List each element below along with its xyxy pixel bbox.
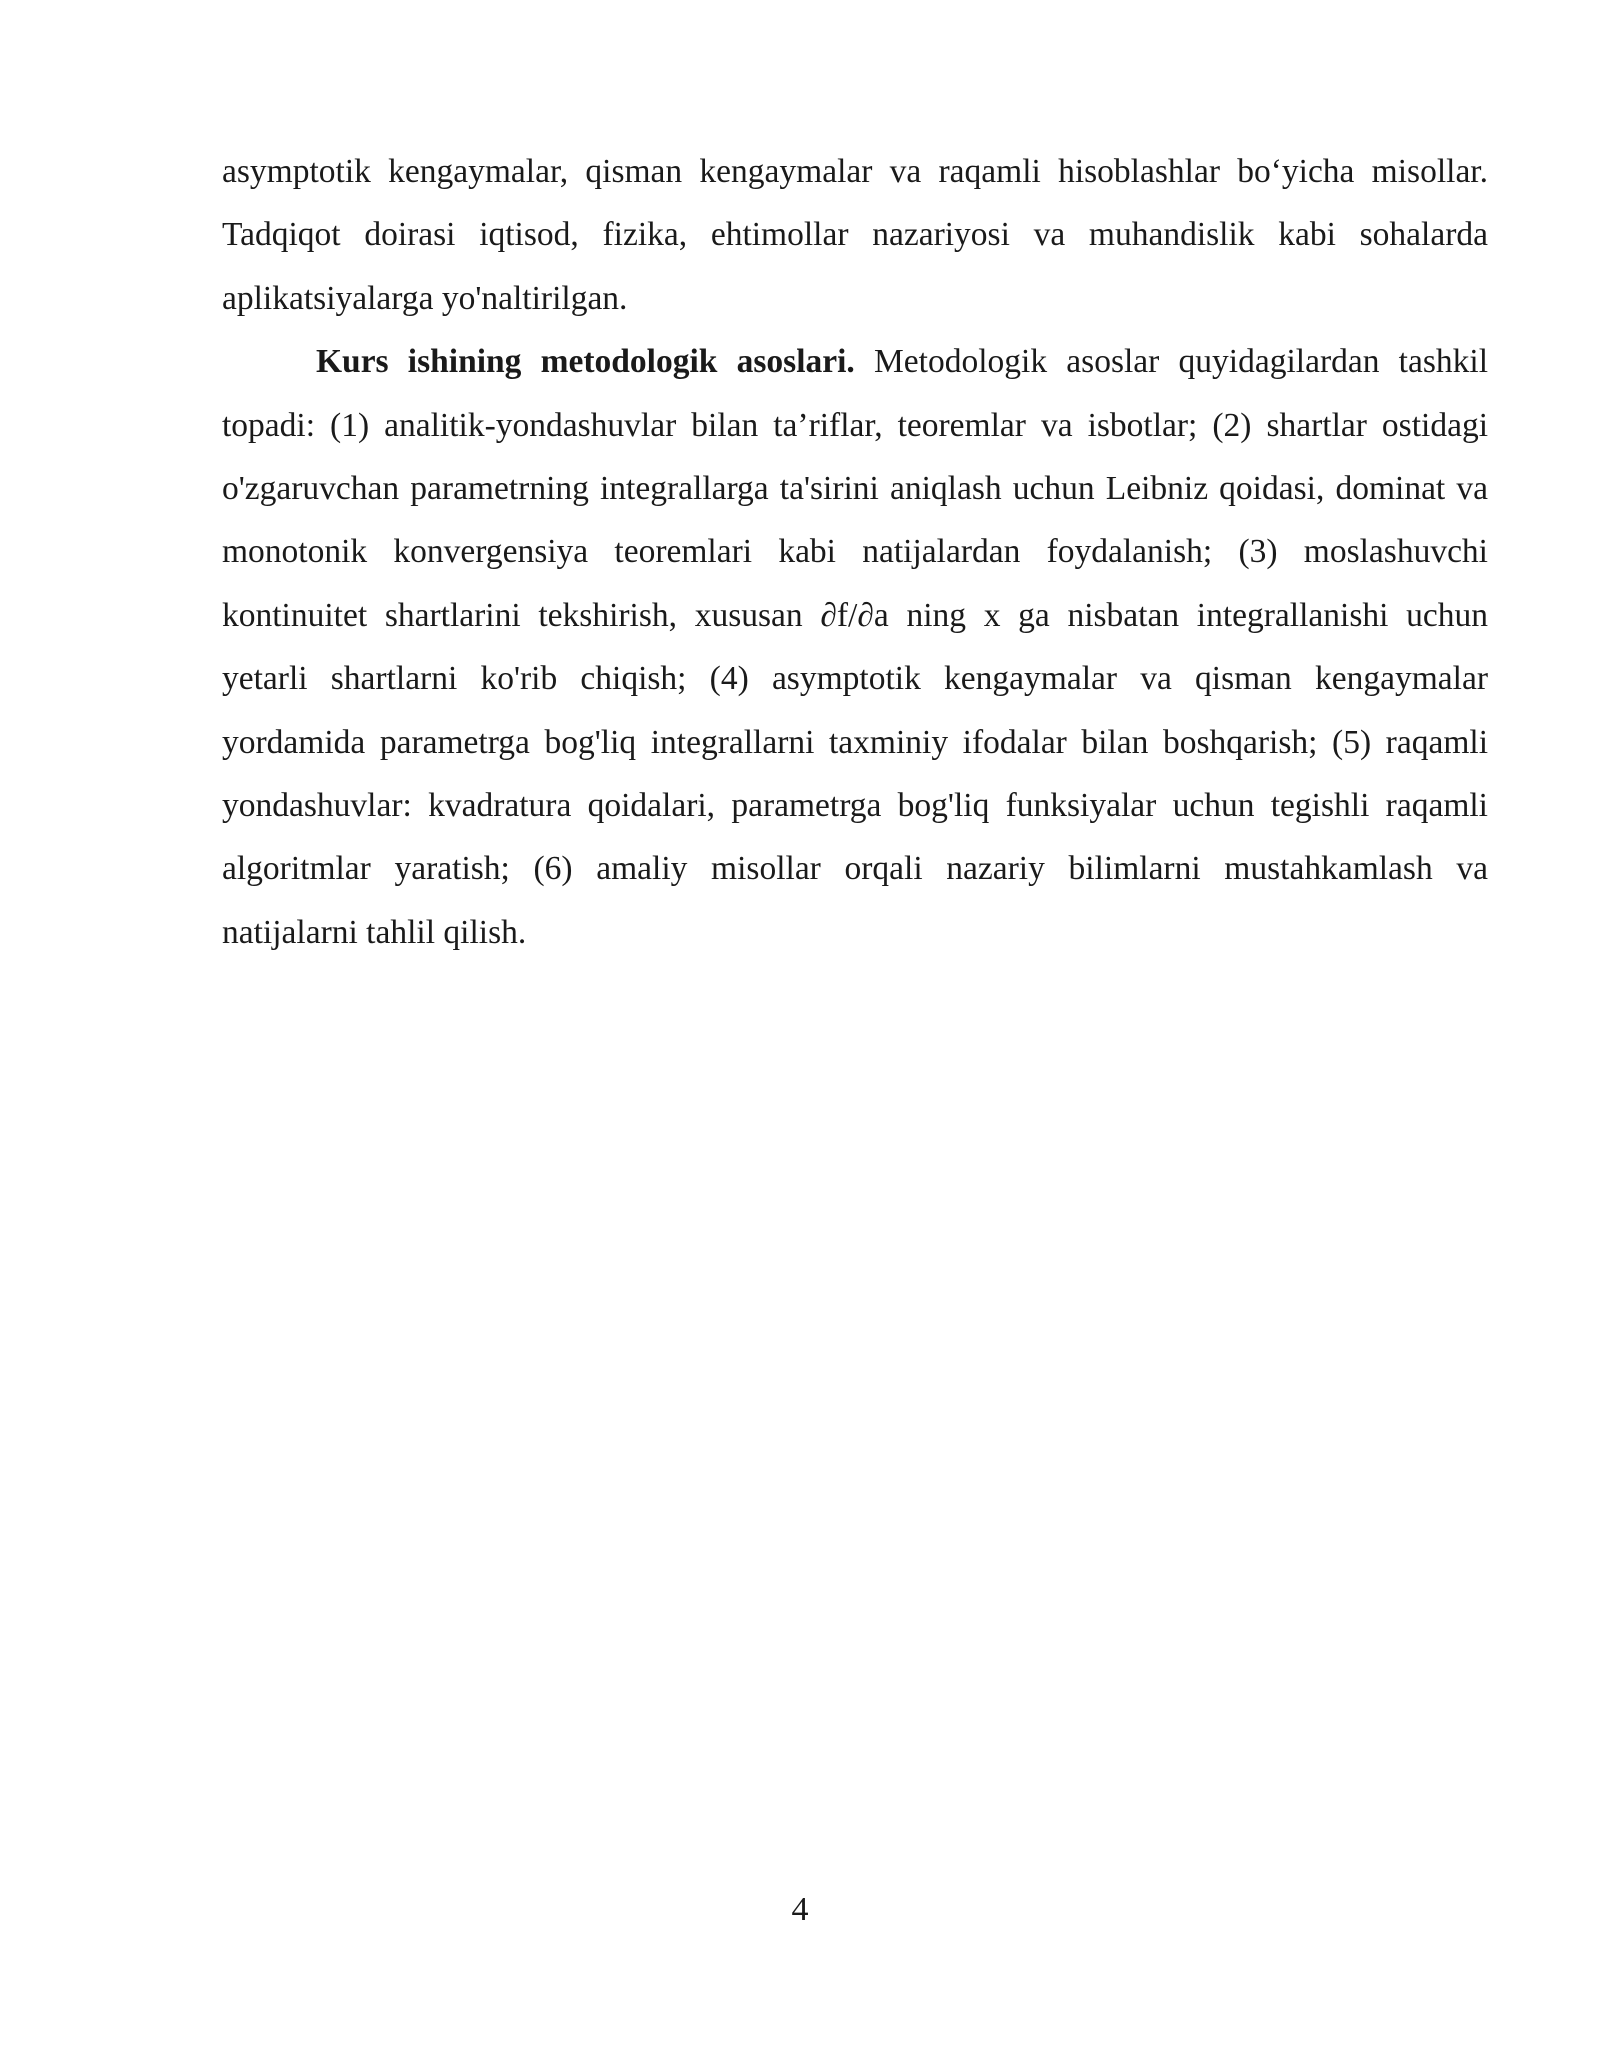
paragraph-continuation: asymptotik kengaymalar, qisman kengaymalar va raqamli hisoblashlar bo‘yicha misollar. Tadqiqot doirasi iqtisod, fizika, ehtimollar nazariyosi va muhandislik kabi sohalarda aplikatsiyalarga yo'naltirilgan. (222, 153, 1488, 317)
paragraph-heading: Kurs ishining metodologik asoslari. (316, 343, 855, 381)
body-text (222, 140, 1488, 964)
page-number: 4 (791, 1891, 809, 1928)
paragraph-body: Metodologik asoslar quyidagilardan tashkil topadi: (1) analitik-yondashuvlar bilan ta’riflar, teoremlar va isbotlar; (2) shartlar ostidagi o'zgaruvchan parametrning integrallarga ta'sirini aniqlash uchun Leibniz qoidasi, dominat va monotonik konvergensiya teoremlari kabi natijalardan foydalanish; (3) moslashuvchi kontinuitet shartlarini tekshirish, xususan ∂f/∂a ning x ga nisbatan integrallanishi uchun yetarli shartlarni ko'rib chiqish; (4) asymptotik kengaymalar va qisman kengaymalar yordamida parametrga bog'liq integrallarni taxminiy ifodalar bilan boshqarish; (5) raqamli yondashuvlar: kvadratura qoidalari, parametrga bog'liq funksiyalar uchun tegishli raqamli algoritmlar yaratish; (6) amaliy misollar orqali nazariy bilimlarni mustahkamlash va natijalarni tahlil qilish. (222, 343, 1488, 951)
paragraph-methodology (222, 330, 1488, 964)
